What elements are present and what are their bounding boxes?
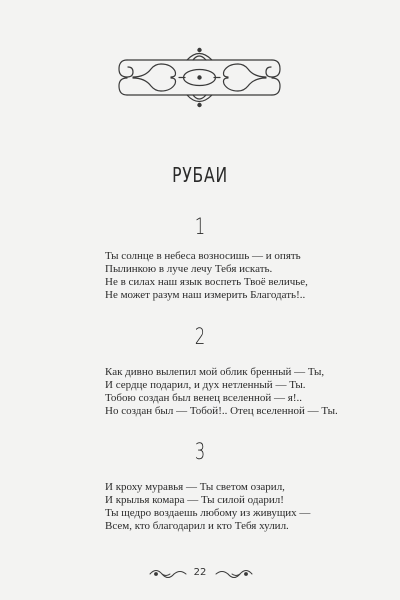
stanza-number: 2 [194,325,206,350]
page-number: 22 [193,567,207,578]
stanza-line: И кроху муравья — Ты светом озарил, [105,481,285,493]
stanza-number: 3 [194,440,206,465]
stanza-line: Пылинкою в луче лечу Тебя искать. [105,263,273,275]
stanza-3 [105,481,385,533]
stanza-line: Всем, кто благодарил и кто Тебя хулил. [105,520,289,532]
stanza-line: Но создан был — Тобой!.. Отец вселенной — Ты. [105,405,338,417]
stanza-line: Ты солнце в небеса возносишь — и опять [105,250,301,262]
page-title: РУБАИ [172,163,228,187]
stanza-line: Не в силах наш язык воспеть Твоё величье, [105,276,308,288]
stanza-line: И сердце подарил, и дух нетленный — Ты. [105,379,306,391]
stanza-line: Не может разум наш измерить Благодать!.. [105,289,306,301]
stanza-line: Как дивно вылепил мой облик бренный — Ты, [105,366,325,378]
stanza-line: Ты щедро воздаешь любому из живущих — [105,507,311,519]
stanza-1 [105,250,385,302]
stanza-line: И крылья комара — Ты силой одарил! [105,494,284,506]
stanza-number: 1 [194,215,206,240]
ornament-top-icon [117,45,282,110]
stanza-2 [105,366,385,418]
stanza-line: Тобою создан был венец вселенной — я!.. [105,392,303,404]
